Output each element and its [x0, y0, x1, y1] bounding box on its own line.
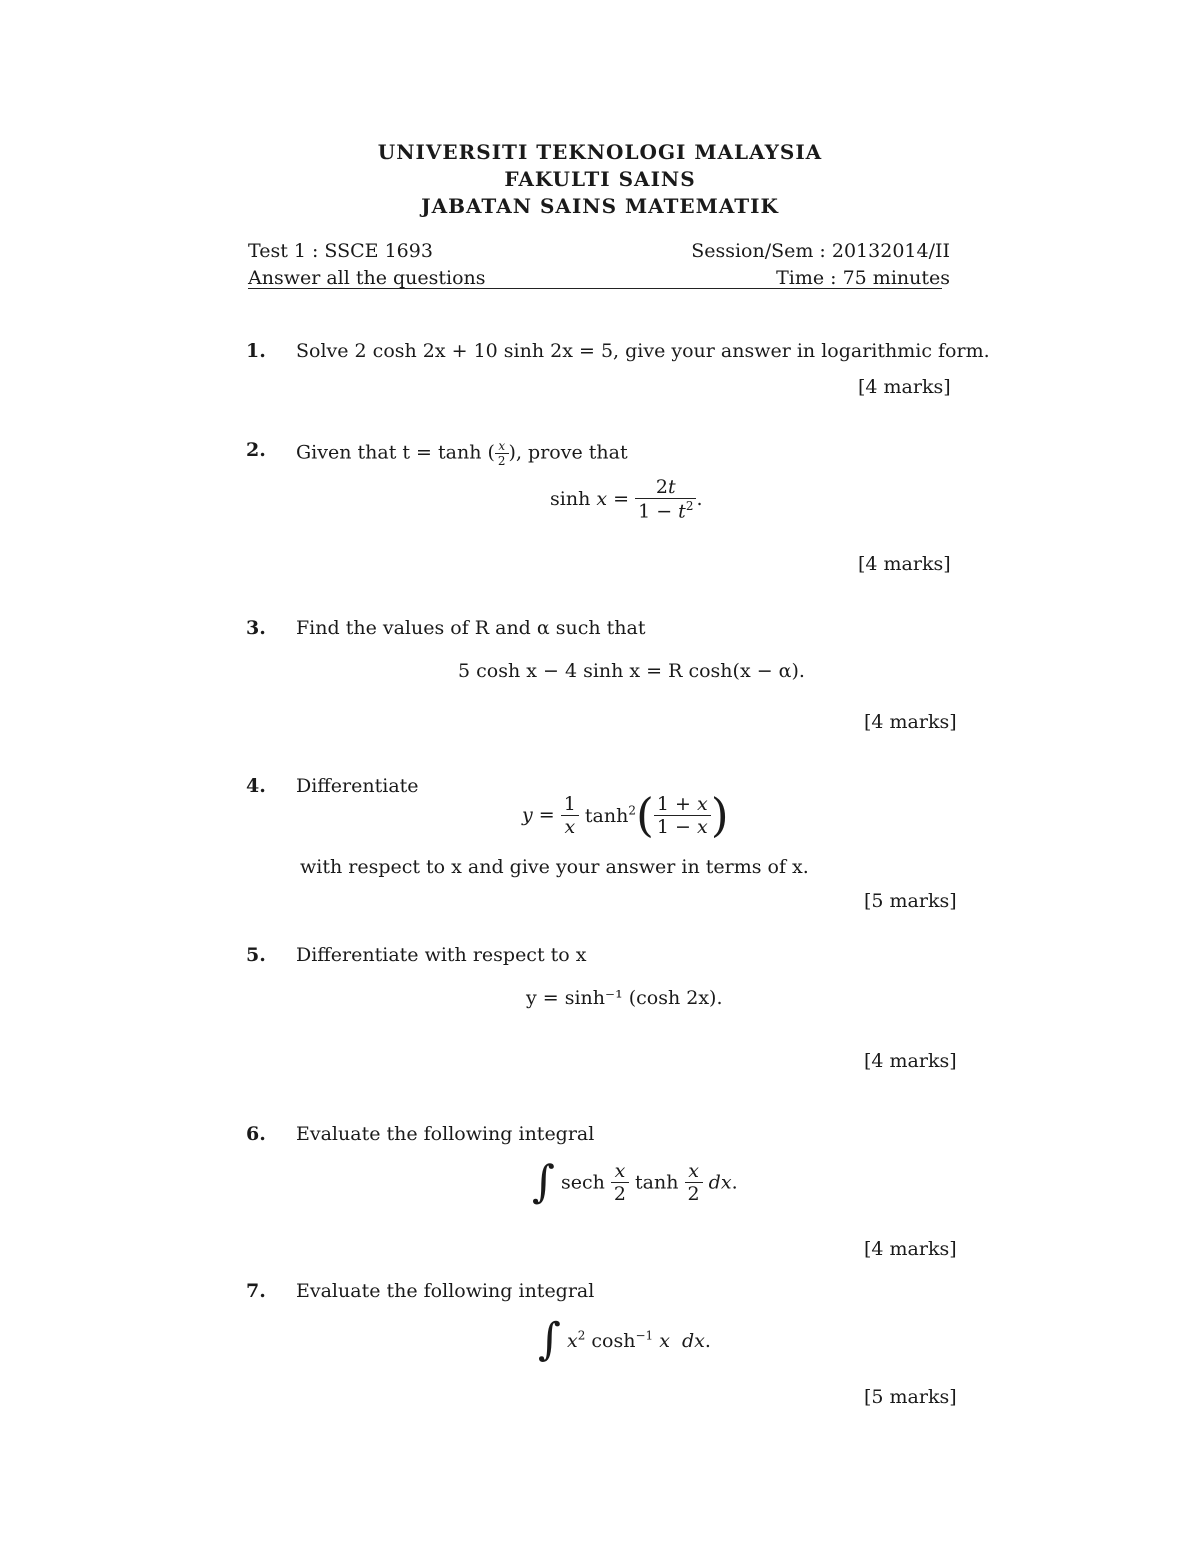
question-marks: [4 marks]	[858, 376, 951, 398]
question-text: Evaluate the following integral	[296, 1123, 595, 1145]
question-text: Solve 2 cosh 2x + 10 sinh 2x = 5, give your answer in logarithmic form.	[296, 340, 990, 362]
question-number: 2.	[246, 439, 266, 461]
separator-rule	[248, 288, 942, 289]
question-marks: [5 marks]	[864, 890, 957, 912]
question-number: 5.	[246, 944, 266, 966]
q3-equation: 5 cosh x − 4 sinh x = R cosh(x − α).	[458, 660, 805, 682]
q2-text-after: ), prove that	[508, 441, 628, 464]
session-info: Session/Sem : 20132014/II	[691, 240, 950, 262]
question-marks: [4 marks]	[858, 553, 951, 575]
question-marks: [5 marks]	[864, 1386, 957, 1408]
q2-text-before: Given that t = tanh (	[296, 441, 495, 464]
fraction: $\frac{x}{2}$	[611, 1160, 629, 1205]
fraction: $\frac{1}{x}$	[561, 793, 579, 838]
question-marks: [4 marks]	[864, 1050, 957, 1072]
q4-equation: y = $\frac{1}{x}$ $\tanh^2$( $\frac{1 + x}{1 - x}$ )	[522, 788, 729, 842]
faculty-title: FAKULTI SAINS	[504, 167, 696, 191]
q2-equation: sinh x = $\frac{2t}{1 - t^2}$ .	[550, 476, 703, 523]
question-text	[296, 439, 628, 468]
fraction: $\frac{x}{2}$	[685, 1160, 703, 1205]
question-number: 1.	[246, 340, 266, 362]
q6-integral: ∫ sech $\frac{x}{2}$ tanh $\frac{x}{2}$ dx.	[532, 1156, 738, 1208]
test-code: Test 1 : SSCE 1693	[248, 240, 433, 262]
question-number: 3.	[246, 617, 266, 639]
question-text: Differentiate	[296, 775, 419, 797]
question-followup: with respect to x and give your answer in terms of x.	[300, 856, 809, 878]
instruction: Answer all the questions	[248, 267, 486, 289]
x-over-2-fraction: $\frac{x}{2}$	[495, 439, 509, 468]
fraction: $\frac{1 + x}{1 - x}$	[654, 793, 711, 838]
question-text: Evaluate the following integral	[296, 1280, 595, 1302]
question-marks: [4 marks]	[864, 1238, 957, 1260]
question-number: 6.	[246, 1123, 266, 1145]
department-title: JABATAN SAINS MATEMATIK	[421, 194, 779, 218]
fraction: $\frac{2t}{1 - t^2}$	[635, 476, 696, 522]
question-number: 7.	[246, 1280, 266, 1302]
q5-equation: y = sinh⁻¹ (cosh 2x).	[526, 987, 723, 1009]
integral-sign: ∫	[532, 1156, 555, 1208]
university-title: UNIVERSITI TEKNOLOGI MALAYSIA	[377, 140, 823, 164]
question-text: Find the values of R and α such that	[296, 617, 646, 639]
question-marks: [4 marks]	[864, 711, 957, 733]
question-text: Differentiate with respect to x	[296, 944, 587, 966]
q7-integral: ∫ $x^2$ $\cosh^{-1} x$ dx.	[538, 1314, 711, 1365]
question-number: 4.	[246, 775, 266, 797]
integral-sign: ∫	[538, 1314, 561, 1365]
time-info: Time : 75 minutes	[776, 267, 950, 289]
